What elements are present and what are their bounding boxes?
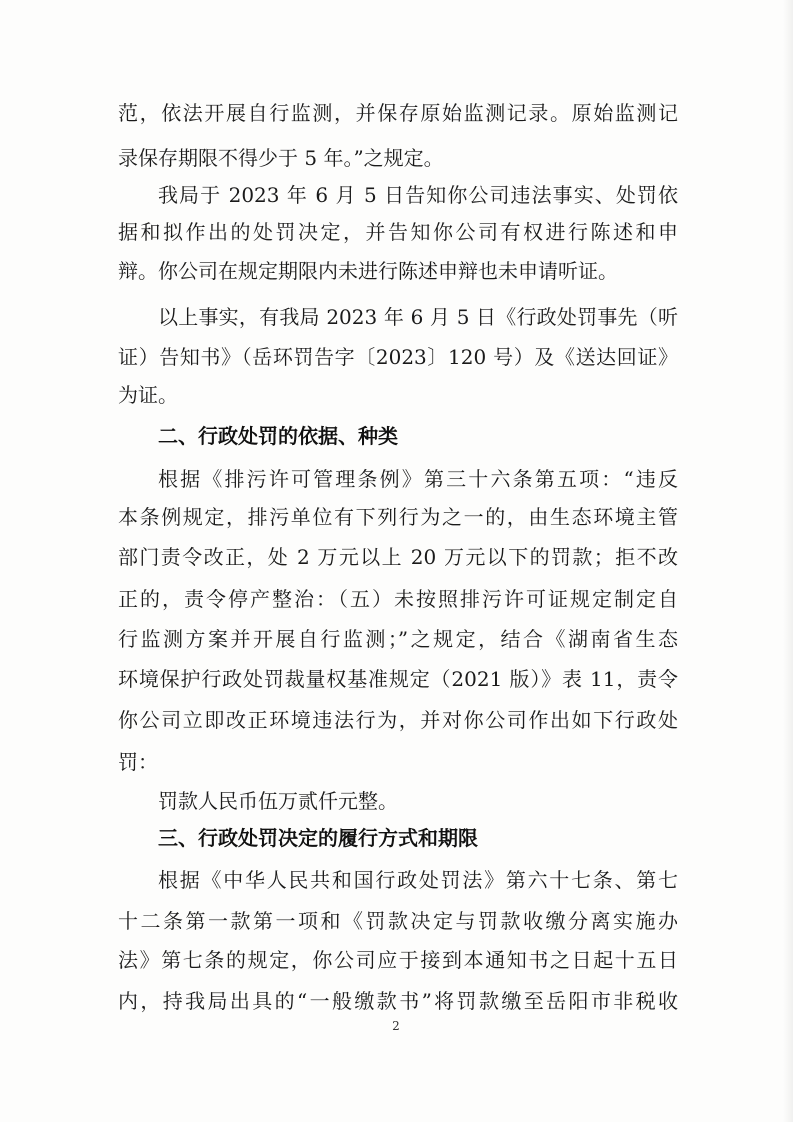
- text-line: 十二条第一款第一项和《罚款决定与罚款收缴分离实施办: [118, 909, 678, 933]
- text-line: 环境保护行政处罚裁量权基准规定（2021 版）》表 11，责令: [118, 667, 678, 691]
- text-line: 根据《排污许可管理条例》第三十六条第五项：“违反: [158, 467, 678, 491]
- text-line: 部门责令改正，处 2 万元以上 20 万元以下的罚款；拒不改: [118, 545, 678, 569]
- text-line: 行监测方案并开展自行监测；”之规定，结合《湖南省生态: [118, 627, 678, 651]
- text-line: 录保存期限不得少于 5 年。”之规定。: [118, 146, 444, 170]
- text-line: 辩。你公司在规定期限内未进行陈述申辩也未申请听证。: [118, 259, 618, 283]
- text-line: 内，持我局出具的“一般缴款书”将罚款缴至岳阳市非税收: [118, 989, 678, 1013]
- text-line: 正的，责令停产整治：（五）未按照排污许可证规定制定自: [118, 587, 678, 611]
- text-line: 罚：: [118, 750, 158, 774]
- text-line: 我局于 2023 年 6 月 5 日告知你公司违法事实、处罚依: [158, 183, 678, 207]
- section-heading-3: 三、行政处罚决定的履行方式和期限: [158, 826, 478, 850]
- scan-edge-shadow: [783, 0, 793, 1122]
- text-line: 根据《中华人民共和国行政处罚法》第六十七条、第七: [158, 868, 678, 892]
- text-line: 以上事实，有我局 2023 年 6 月 5 日《行政处罚事先（听: [158, 305, 678, 329]
- text-line: 为证。: [118, 383, 178, 407]
- text-line: 你公司立即改正环境违法行为，并对你公司作出如下行政处: [118, 708, 678, 732]
- penalty-amount: 罚款人民币伍万贰仟元整。: [158, 789, 398, 813]
- text-line: 本条例规定，排污单位有下列行为之一的，由生态环境主管: [118, 505, 678, 529]
- section-heading-2: 二、行政处罚的依据、种类: [158, 424, 398, 448]
- text-line: 据和拟作出的处罚决定，并告知你公司有权进行陈述和申: [118, 220, 678, 244]
- page-number: 2: [392, 1019, 400, 1033]
- text-line: 法》第七条的规定，你公司应于接到本通知书之日起十五日: [118, 948, 678, 972]
- text-line: 范，依法开展自行监测，并保存原始监测记录。原始监测记: [118, 101, 678, 125]
- text-line: 证）告知书》（岳环罚告字〔2023〕120 号）及《送达回证》: [118, 345, 678, 369]
